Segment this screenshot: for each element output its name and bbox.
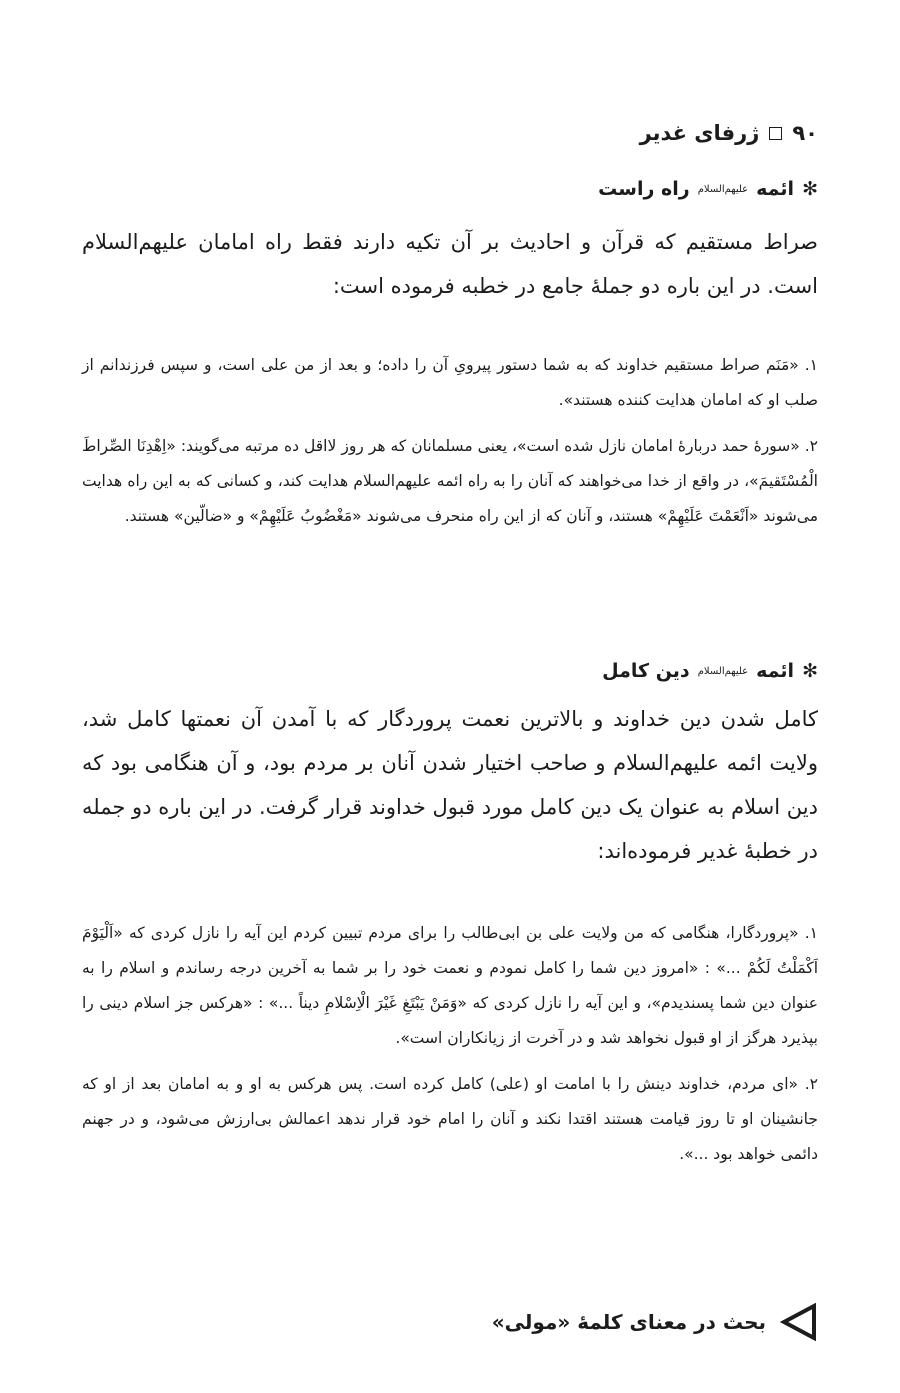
section-title-straight-path bbox=[82, 178, 818, 200]
section-title-part1: ائمه bbox=[756, 178, 795, 200]
asterisk-icon: ✻ bbox=[802, 178, 818, 200]
list-item: ۱. «مَنَم صراط مستقیم خداوند که به شما دستور پیرویِ آن را داده؛ و بعد از من علی است، و سپس فرزندانم از صلب او که امامان هدایت کننده هستند». bbox=[82, 356, 818, 409]
section-title-part2: راه راست bbox=[598, 178, 690, 200]
asterisk-icon: ✻ bbox=[802, 660, 818, 682]
list-item: ۲. «ای مردم، خداوند دینش را با امامت او (علی) کامل کرده است. پس هرکس به او و به امامان بعد از او که جانشینان او تا روز قیامت هستند اقتدا نکند و آنان را امام خود قرار ندهد اعمالش بی‌ارزش می‌شود، و در جهنم دائمی خواهد بود ...». bbox=[82, 1075, 818, 1163]
square-separator-icon bbox=[769, 127, 782, 140]
next-section-title: بحث در معنای کلمهٔ «مولی» bbox=[491, 1310, 766, 1334]
section-title-complete-religion bbox=[82, 660, 818, 682]
section-title-part2: دین کامل bbox=[602, 660, 690, 682]
section-title-part1: ائمه bbox=[756, 660, 795, 682]
honorific: علیهم‌السلام bbox=[697, 665, 749, 677]
list-item: ۱. «پروردگارا، هنگامی که من ولایت علی بن ابی‌طالب را برای مردم تبیین کردم این آیه را نازل کردی که «اَلْیَوْمَ اَکْمَلْتُ لَکُمْ ...» : «امروز دین شما را کامل نمودم و نعمت خود را بر شما به آخرین درجه رساندم و اسلام را به عنوان دین شما پسندیدم»، و این آیه را نازل کردی که «وَمَنْ یَبْتَغِ غَیْرَ الْاِسْلامِ دیناً ...» : «هرکس جز اسلام دینی را بپذیرد هرگز از او قبول نخواهد شد و در آخرت از زیانکاران است». bbox=[82, 924, 818, 1047]
section1-intro-paragraph: صراط مستقیم که قرآن و احادیث بر آن تکیه دارند فقط راه امامان علیهم‌السلام است. در این باره دو جملهٔ جامع در خطبه فرموده است: bbox=[82, 230, 818, 298]
triangle-pointer-icon bbox=[780, 1303, 818, 1341]
list-item: ۲. «سورهٔ حمد دربارهٔ امامان نازل شده است»، یعنی مسلمانان که هر روز لااقل ده مرتبه می‌گویند: «اِهْدِنَا الصِّراطَ الْمُسْتَقیمَ»، در واقع از خدا می‌خواهند که آنان را به راه ائمه علیهم‌السلام هدایت کند، و کسانی که به این راه هدایت می‌شوند «اَنْعَمْتَ عَلَیْهِمْ» هستند، و آنان که از این راه منحرف می‌شوند «مَغْضُوبُ عَلَیْهِمْ» و «ضالّین» هستند. bbox=[82, 437, 818, 525]
section2-quote-list bbox=[82, 916, 818, 1183]
section1-quote-list bbox=[82, 348, 818, 545]
page-number: ۹۰ bbox=[792, 121, 818, 145]
page-content bbox=[82, 0, 818, 1393]
honorific: علیهم‌السلام bbox=[697, 183, 749, 195]
running-header bbox=[82, 116, 818, 150]
section2-intro-paragraph: کامل شدن دین خداوند و بالاترین نعمت پروردگار که با آمدن آن نعمتها کامل شد، ولایت ائمه علیهم‌السلام و صاحب اختیار شدن آنان بر مردم بود، و آن هنگامی بود که دین اسلام به عنوان یک دین کامل مورد قبول خداوند قرار گرفت. در این باره دو جمله در خطبهٔ غدیر فرموده‌اند: bbox=[82, 707, 818, 863]
next-section-heading bbox=[82, 1300, 818, 1344]
book-title: ژرفای غدیر bbox=[639, 121, 760, 145]
